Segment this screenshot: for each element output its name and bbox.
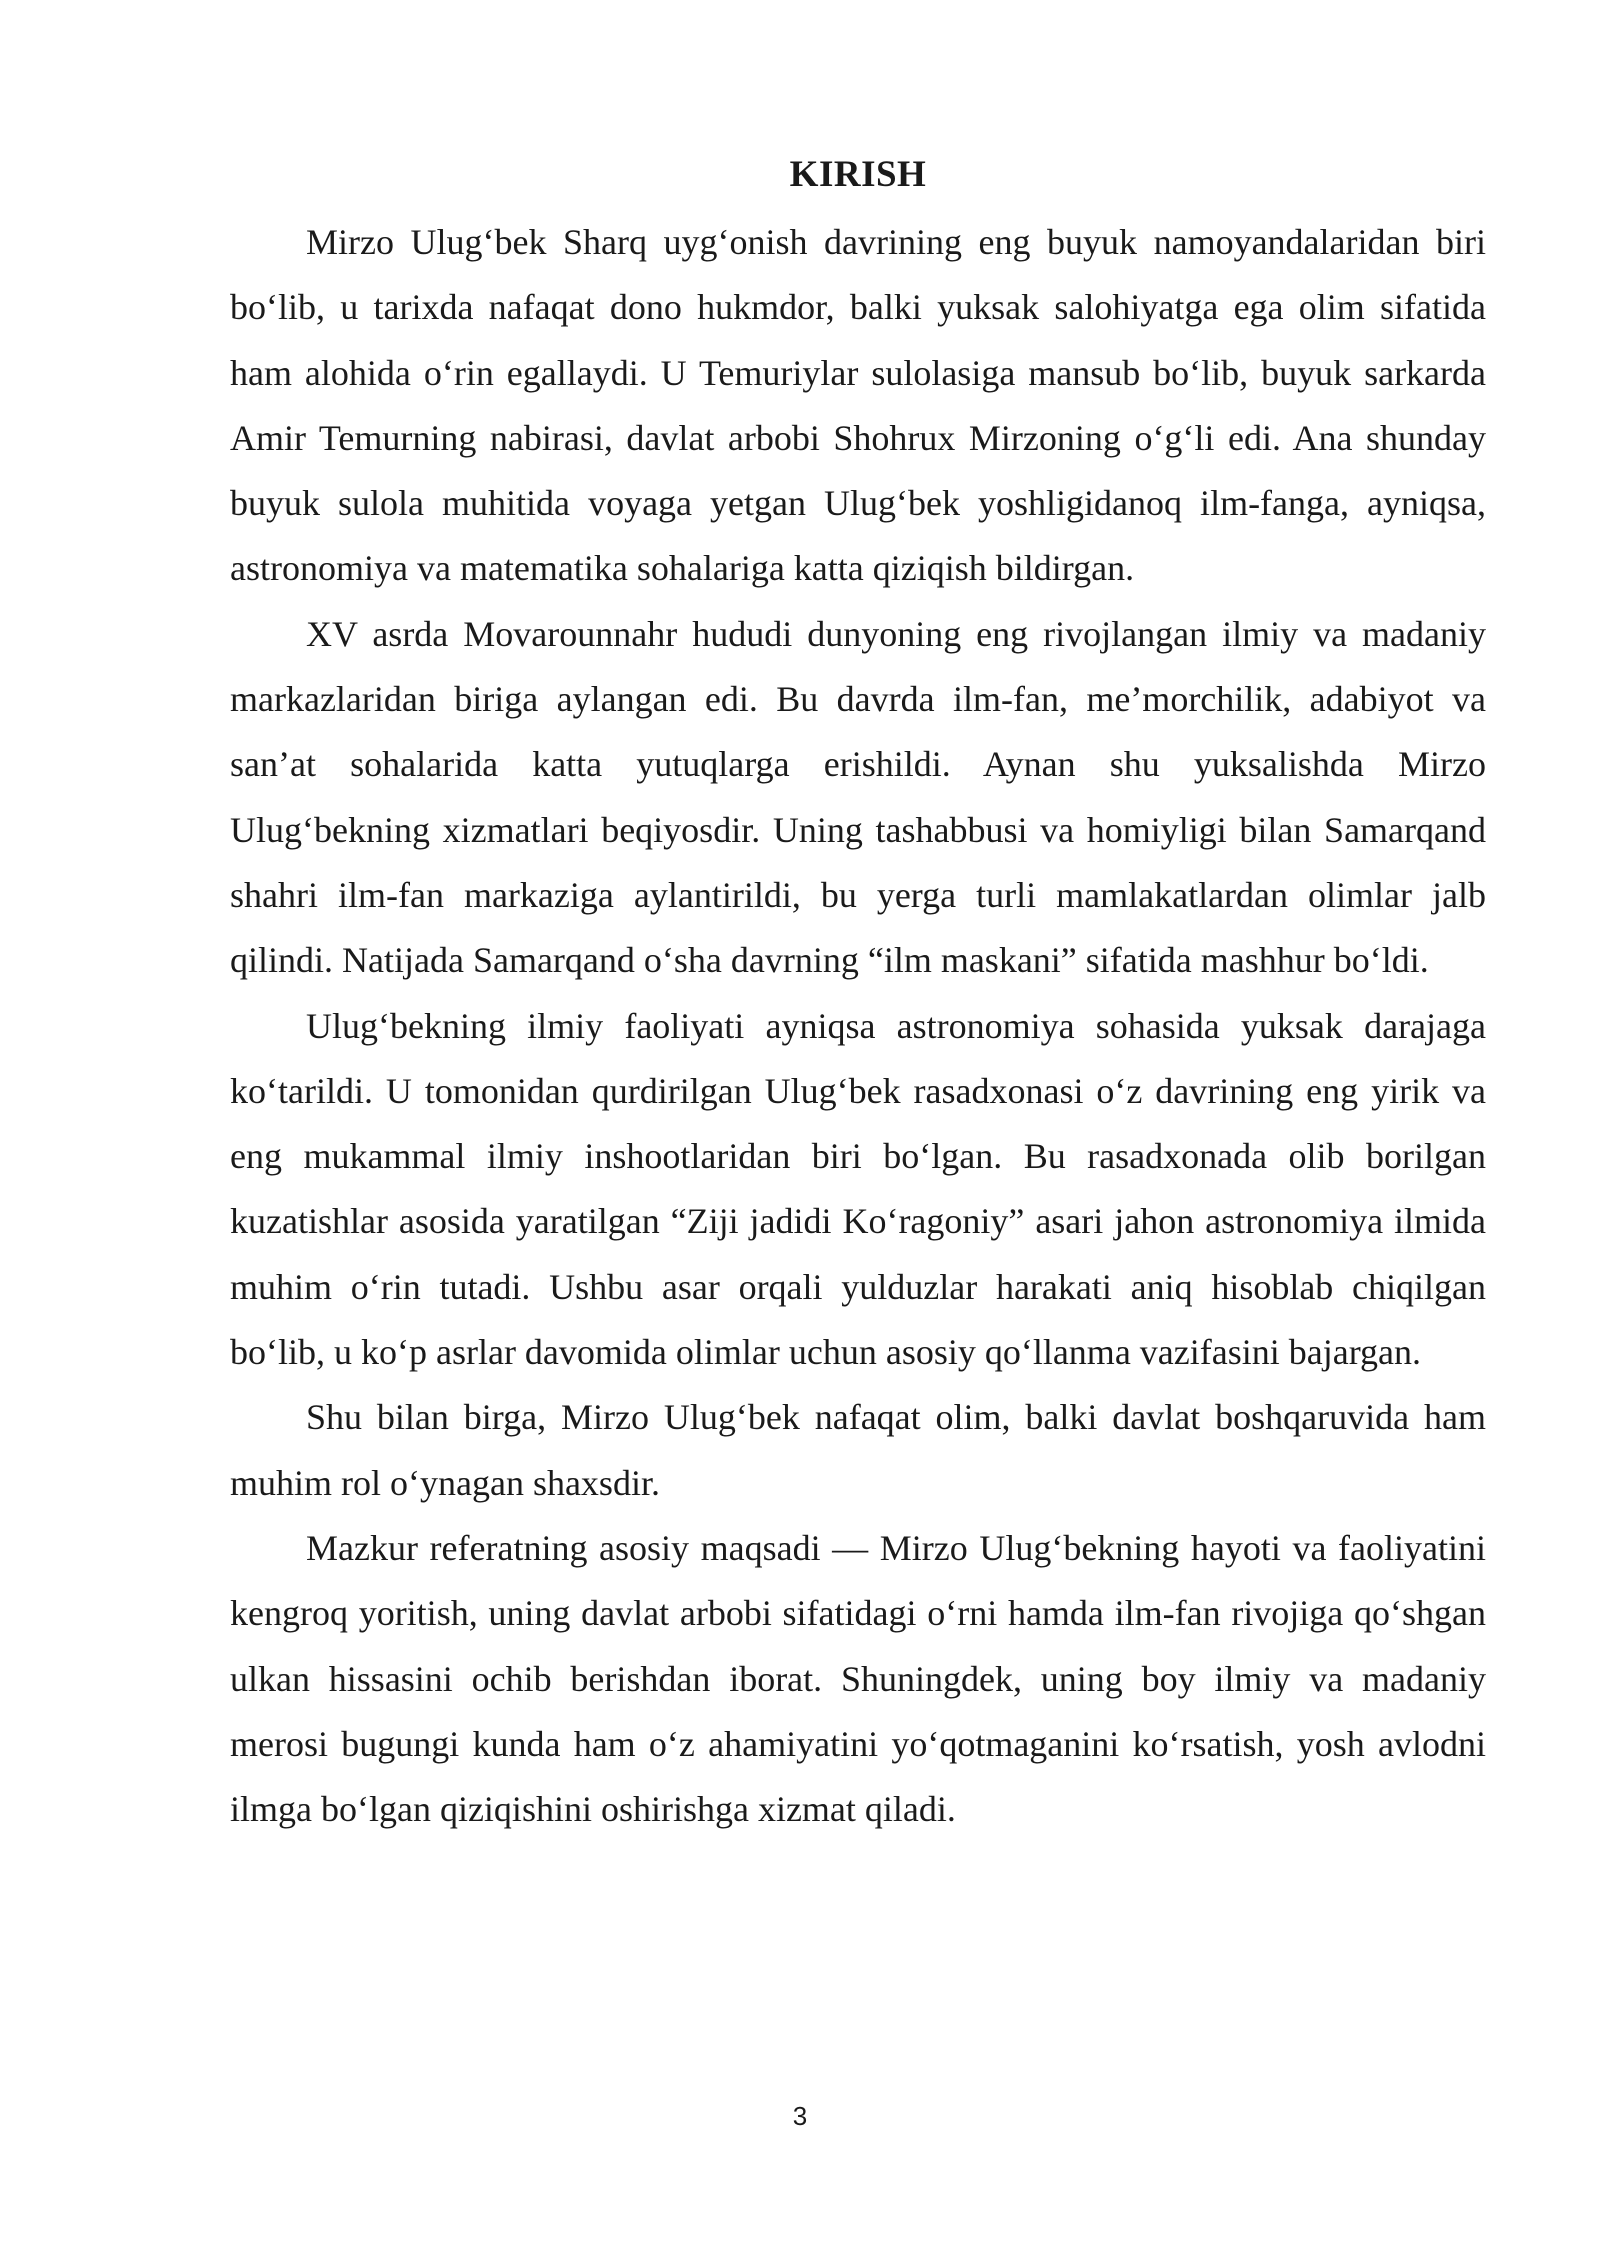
page-content [230,148,1486,1842]
paragraph-movarounnahr: XV asrda Movarounnahr hududi dunyoning eng rivojlangan ilmiy va madaniy markazlaridan biriga aylangan edi. Bu davrda ilm-fan, me’morchilik, adabiyot va san’at sohalarida katta yutuqlarga erishildi. Aynan shu yuksalishda Mirzo Ulug‘bekning xizmatlari beqiyosdir. Uning tashabbusi va homiyligi bilan Samarqand shahri ilm-fan markaziga aylantirildi, bu yerga turli mamlakatlardan olimlar jalb qilindi. Natijada Samarqand o‘sha davrning “ilm maskani” sifatida mashhur bo‘ldi. [230,613,1486,981]
paragraph-intro: Mirzo Ulug‘bek Sharq uyg‘onish davrining eng buyuk namoyandalaridan biri bo‘lib, u tarixda nafaqat dono hukmdor, balki yuksak salohiyatga ega olim sifatida ham alohida o‘rin egallaydi. U Temuriylar sulolasiga mansub bo‘lib, buyuk sarkarda Amir Temurning nabirasi, davlat arbobi Shohrux Mirzoning o‘g‘li edi. Ana shunday buyuk sulola muhitida voyaga yetgan Ulug‘bek yoshligidanoq ilm-fanga, ayniqsa, astronomiya va matematika sohalariga katta qiziqish bildirgan. [230,222,1486,589]
paragraph-purpose: Mazkur referatning asosiy maqsadi — Mirzo Ulug‘bekning hayoti va faoliyatini kengroq yoritish, uning davlat arbobi sifatidagi o‘rni hamda ilm-fan rivojiga qo‘shgan ulkan hissasini ochib berishdan iborat. Shuningdek, uning boy ilmiy va madaniy merosi bugungi kunda ham o‘z ahamiyatini yo‘qotmaganini ko‘rsatish, yosh avlodni ilmga bo‘lgan qiziqishini oshirishga xizmat qiladi. [230,1527,1486,1830]
paragraph-statesman: Shu bilan birga, Mirzo Ulug‘bek nafaqat olim, balki davlat boshqaruvida ham muhim rol o‘ynagan shaxsdir. [230,1397,1486,1503]
page-number: 3 [792,2101,808,2131]
section-title: KIRISH [789,154,927,195]
paragraph-astronomy: Ulug‘bekning ilmiy faoliyati ayniqsa astronomiya sohasida yuksak darajaga ko‘tarildi. U tomonidan qurdirilgan Ulug‘bek rasadxonasi o‘z davrining eng yirik va eng mukammal ilmiy inshootlaridan biri bo‘lgan. Bu rasadxonada olib borilgan kuzatishlar asosida yaratilgan “Ziji jadidi Ko‘ragoniy” asari jahon astronomiya ilmida muhim o‘rin tutadi. Ushbu asar orqali yulduzlar harakati aniq hisoblab chiqilgan bo‘lib, u ko‘p asrlar davomida olimlar uchun asosiy qo‘llanma vazifasini bajargan. [230,1005,1486,1373]
